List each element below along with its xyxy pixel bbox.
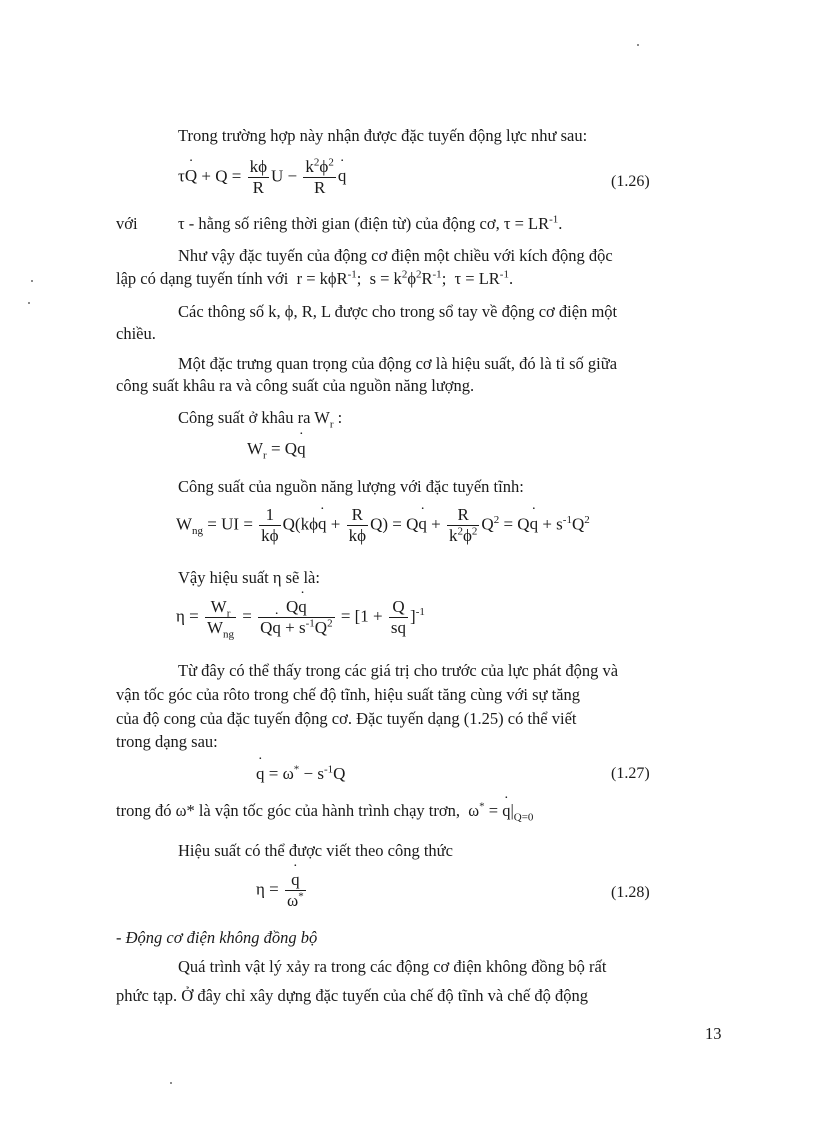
idle-speed-text: trong đó ω* là vận tốc góc của hành trình chạy trơn, ω* = q $˙|_{Q=0}$ (116, 800, 533, 822)
paragraph-curvature-line2: vận tốc góc của rôto trong chế độ tĩnh, hiệu suất tăng cùng với sự tăng (116, 685, 580, 704)
tau-definition: τ - hằng số riêng thời gian (điện từ) của động cơ, $\tau = LR^{-1}$. (178, 213, 563, 233)
source-power-text: Công suất của nguồn năng lượng với đặc tuyến tĩnh: (178, 477, 524, 496)
equation-label-1-28: (1.28) (611, 884, 650, 901)
scan-speck (170, 1082, 172, 1084)
efficiency-intro-text: Vậy hiệu suất η sẽ là: (178, 568, 320, 587)
equation-1-27: q ˙ = $\omega^* - s^{-1}Q$ (256, 764, 345, 784)
section-heading-async-motor: - Động cơ điện không đồng bộ (116, 928, 318, 947)
paragraph-params-line1: Các thông số k, ϕ, R, L được cho trong sổ tay về động cơ điện một (178, 302, 618, 321)
scan-speck (28, 302, 30, 304)
scan-speck (637, 44, 639, 46)
equation-efficiency: η = $\frac{W_r}{W_{ng}}$ = $\frac{Qq ˙}{Qq ˙ + s^{-1}Q^2}$ = [1 + $\frac{Q}{sq}$ ˙ ]$^{-1}$ (176, 597, 425, 638)
intro-text: Trong trường hợp này nhận được đặc tuyến động lực như sau: (178, 126, 588, 145)
paragraph-params-line2: chiều. (116, 324, 156, 343)
paragraph-linear-line2: lập có dạng tuyến tính với r = kϕR$^{-1}$; $s = k^2\phi^2R^{-1}$; $\tau = LR^{-1}$. (116, 268, 514, 288)
paragraph-curvature-line4: trong dạng sau: (116, 732, 218, 751)
paragraph-efficiency-line1: Một đặc trưng quan trọng của động cơ là hiệu suất, đó là tỉ số giữa (178, 354, 618, 373)
output-power-text: Công suất ở khâu ra $W_r$ : (178, 408, 343, 431)
paragraph-linear-line1: Như vậy đặc tuyến của động cơ điện một chiều với kích động độc (178, 246, 613, 265)
paragraph-async-line2: phức tạp. Ở đây chỉ xây dựng đặc tuyến của chế độ tĩnh và chế độ động (116, 986, 588, 1005)
paragraph-efficiency-line2: công suất khâu ra và công suất của nguồn năng lượng. (116, 376, 475, 395)
equation-source-power: $W_{ng}$ = UI = $\frac{1}{k\phi}$ Q(kϕq ˙ + $\frac{R}{k\phi}$ Q) = Qq ˙ + $\frac{R}{k^2\phi^2}$ $Q^2 = Qq$ ˙ + $s^{-1}Q^2$ (176, 505, 590, 546)
equation-output-power: $W_r = Qq$ ˙ (247, 439, 306, 459)
paragraph-curvature-line1: Từ đây có thể thấy trong các giá trị cho trước của lực phát động và (178, 661, 619, 680)
equation-label-1-27: (1.27) (611, 765, 650, 782)
efficiency-formula-text: Hiệu suất có thể được viết theo công thức (178, 841, 453, 860)
paragraph-async-line1: Quá trình vật lý xảy ra trong các động cơ điện không đồng bộ rất (178, 957, 607, 976)
equation-1-28: η = $\frac{q ˙}{\omega^*}$ (256, 870, 308, 911)
page-number: 13 (705, 1024, 722, 1043)
equation-1-26: τQ ˙ + Q = $\frac{k\phi}{R}$ U − $\frac{k^2\phi^2}{R}$ q ˙ (178, 157, 346, 198)
paragraph-curvature-line3: của độ cong của đặc tuyến động cơ. Đặc tuyến dạng (1.25) có thể viết (116, 709, 577, 728)
voi-label: với (116, 214, 138, 233)
equation-label-1-26: (1.26) (611, 173, 650, 190)
scan-speck (31, 280, 33, 282)
